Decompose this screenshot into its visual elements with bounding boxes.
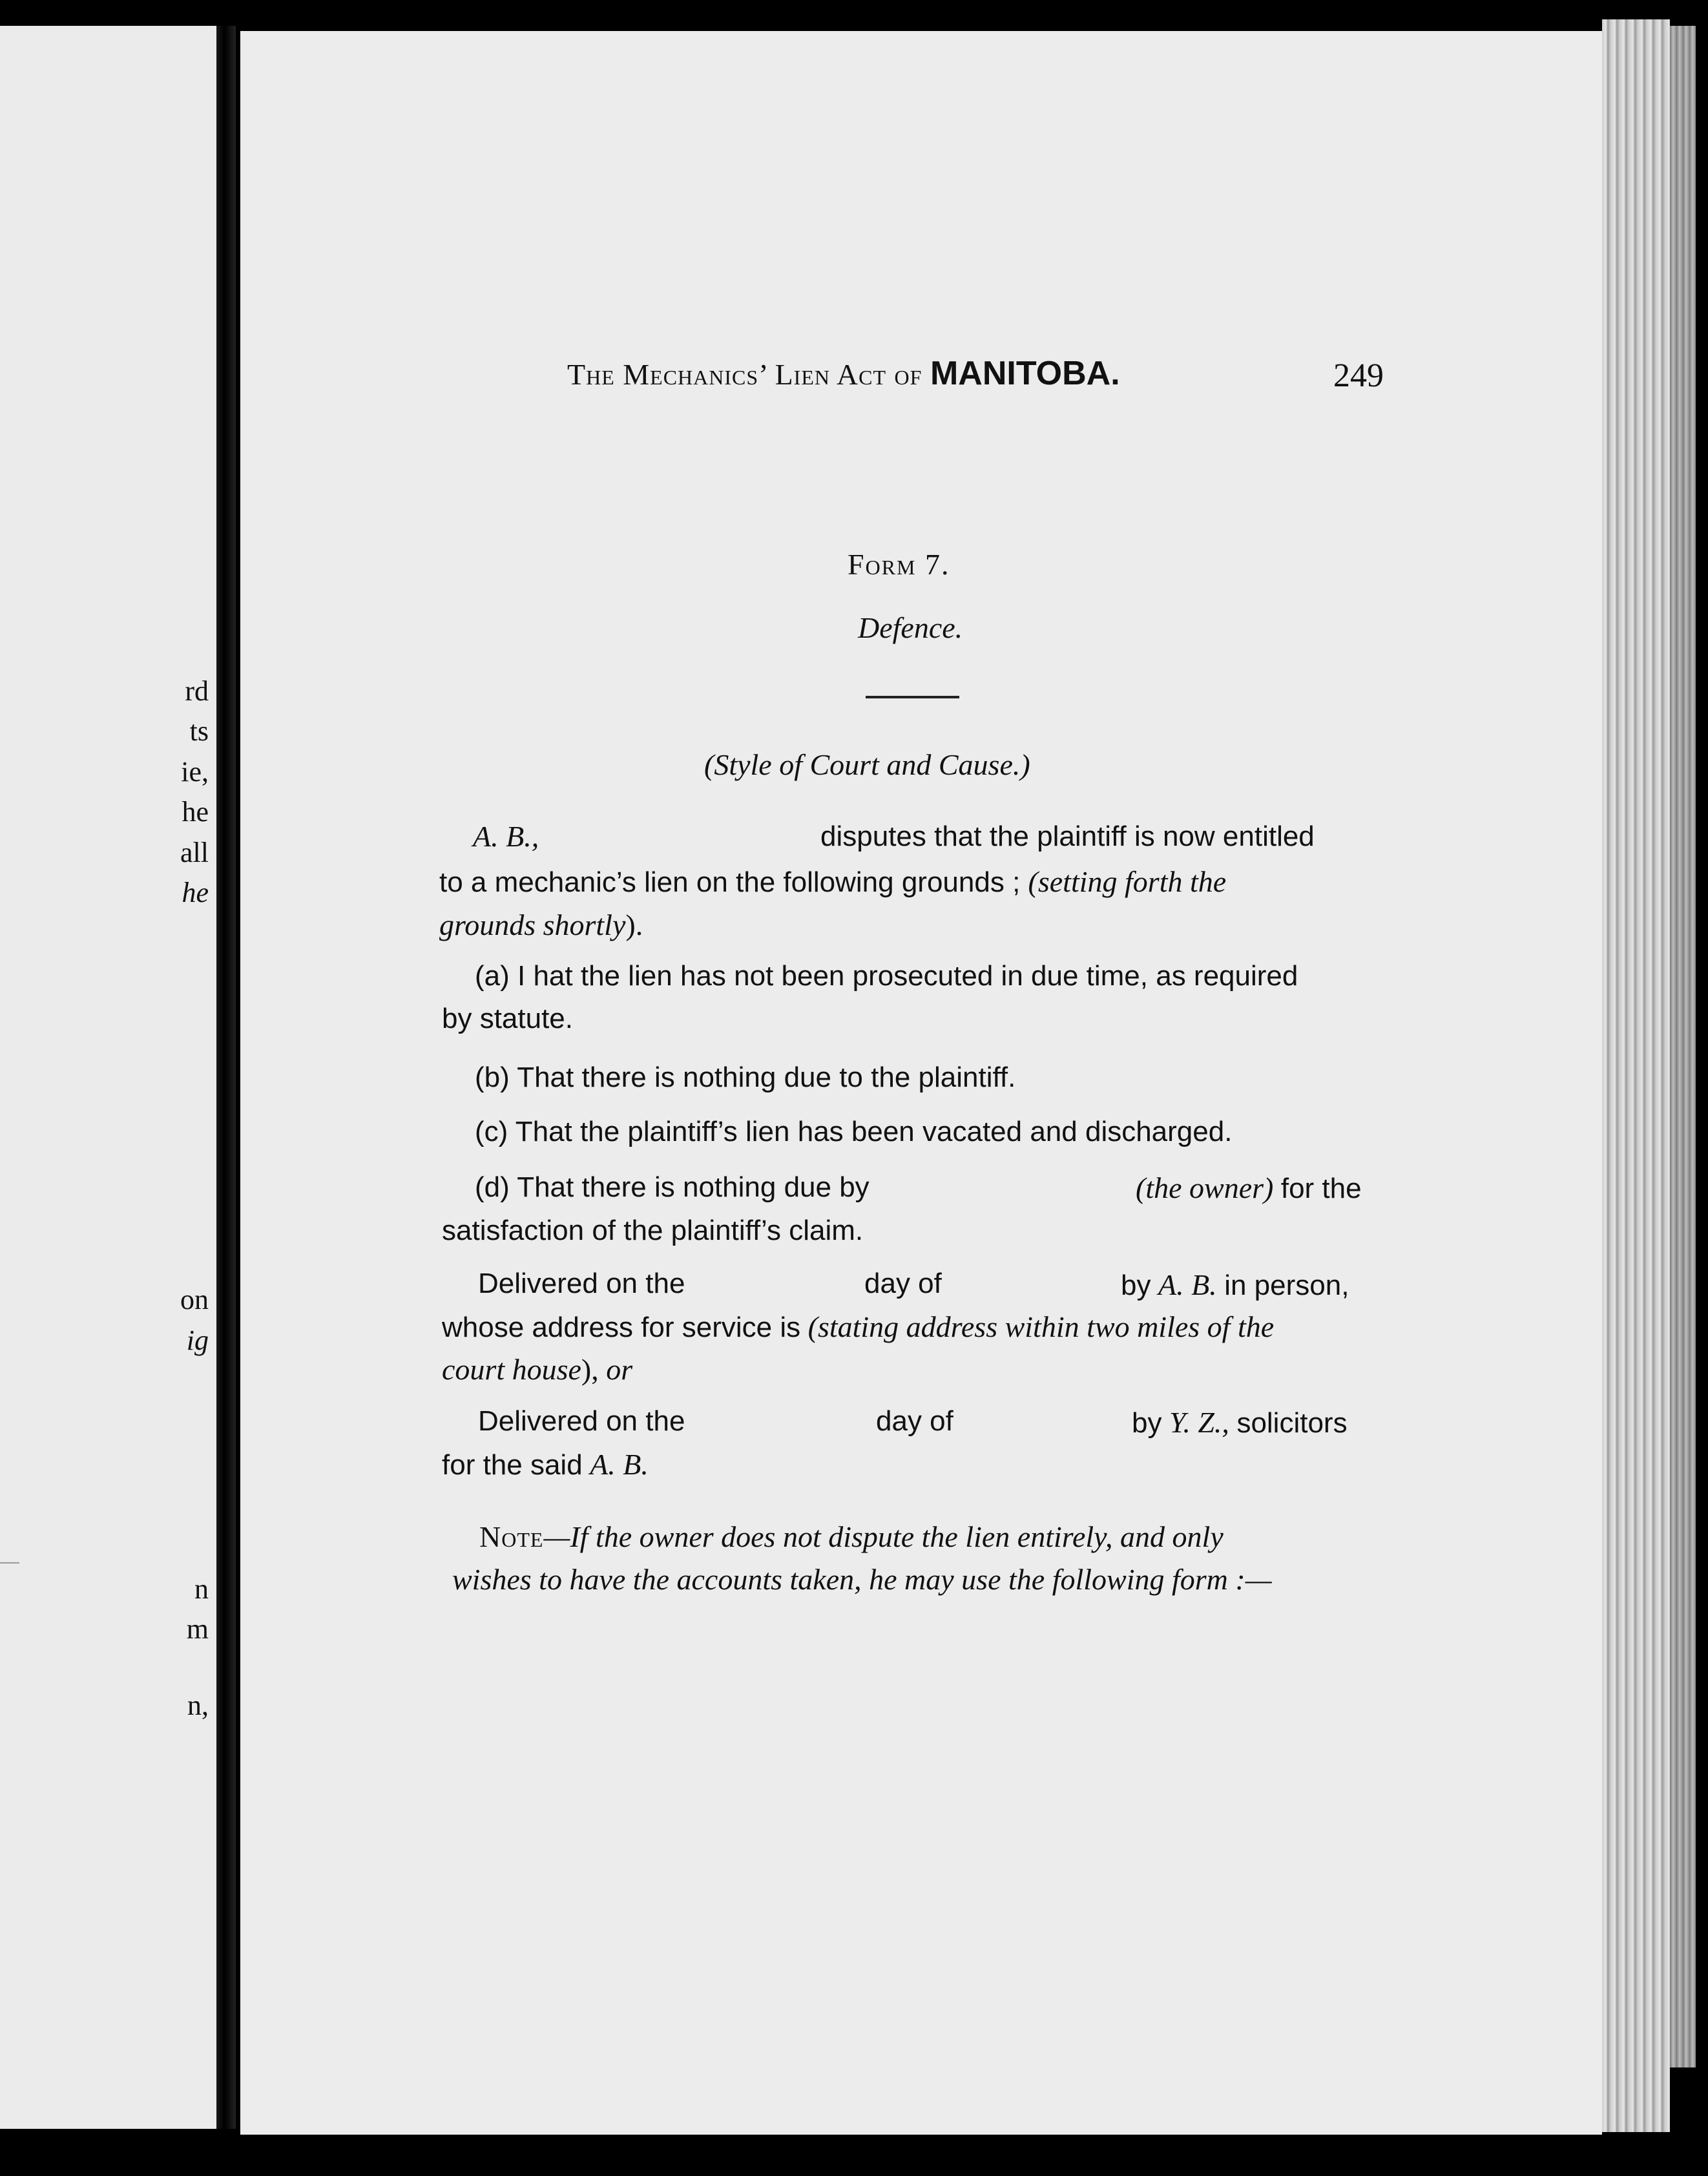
section-rule bbox=[866, 696, 959, 698]
left-page-text: ie, bbox=[181, 756, 209, 788]
delivered2-dayof: day of bbox=[876, 1405, 953, 1437]
item-a-line1: (a) I hat the lien has not been prosecuted in due time, as required bbox=[475, 960, 1298, 992]
left-page-text: he bbox=[182, 877, 209, 908]
book-gutter bbox=[216, 26, 236, 2129]
header-title-bold: MANITOBA. bbox=[930, 355, 1120, 392]
left-page-text: rd bbox=[185, 675, 209, 707]
item-d-owner: (the owner) for the bbox=[1136, 1171, 1362, 1204]
item-b: (b) That there is nothing due to the plaintiff. bbox=[475, 1062, 1016, 1093]
note-line2: wishes to have the accounts taken, he may use the following form :— bbox=[452, 1563, 1272, 1596]
form-subtitle: Defence. bbox=[858, 611, 963, 644]
left-page-text: he bbox=[182, 796, 209, 828]
delivered1-by: by A. B. in person, bbox=[1121, 1268, 1349, 1301]
left-page-text: ig bbox=[186, 1324, 209, 1356]
note-label: Note bbox=[479, 1520, 544, 1553]
item-d-line2: satisfaction of the plaintiff’s claim. bbox=[442, 1215, 864, 1246]
delivered2-line2: for the said A. B. bbox=[442, 1448, 649, 1481]
left-page-text: on bbox=[180, 1284, 209, 1315]
p1-line1: disputes that the plaintiff is now entitled bbox=[820, 821, 1315, 852]
note-line1: Note—If the owner does not dispute the lien entirely, and only bbox=[479, 1520, 1224, 1553]
p1-line3: grounds shortly). bbox=[439, 908, 643, 941]
running-header bbox=[567, 354, 1120, 393]
delivered1-line3: court house), or bbox=[442, 1353, 633, 1386]
delivered1-line2: whose address for service is (stating address within two miles of the bbox=[442, 1310, 1275, 1343]
page-number: 249 bbox=[1333, 357, 1384, 394]
left-page-rule bbox=[0, 1562, 19, 1564]
party-ab: A. B., bbox=[473, 820, 539, 853]
left-page-text: n bbox=[194, 1573, 209, 1605]
delivered1-dayof: day of bbox=[864, 1268, 942, 1299]
delivered2-by: by Y. Z., solicitors bbox=[1132, 1406, 1348, 1439]
left-page-text: m bbox=[186, 1613, 209, 1645]
left-page-text: ts bbox=[189, 715, 209, 747]
left-page-fragment bbox=[0, 26, 216, 2129]
item-d-line1: (d) That there is nothing due by bbox=[475, 1171, 870, 1203]
left-page-text: n, bbox=[187, 1690, 209, 1721]
p1-line2: to a mechanic’s lien on the following grounds ; (setting forth the bbox=[439, 865, 1227, 898]
style-of-court: (Style of Court and Cause.) bbox=[704, 748, 1030, 781]
delivered2-start: Delivered on the bbox=[478, 1405, 685, 1437]
header-title: The Mechanics’ Lien Act of bbox=[567, 358, 922, 391]
page-edges bbox=[1602, 19, 1670, 2132]
item-a-line2: by statute. bbox=[442, 1003, 574, 1034]
item-c: (c) That the plaintiff’s lien has been vacated and discharged. bbox=[475, 1116, 1233, 1147]
left-page-text: all bbox=[180, 837, 209, 868]
form-title: Form 7. bbox=[848, 548, 950, 581]
delivered1-start: Delivered on the bbox=[478, 1268, 685, 1299]
page-edges-outer bbox=[1670, 26, 1696, 2067]
